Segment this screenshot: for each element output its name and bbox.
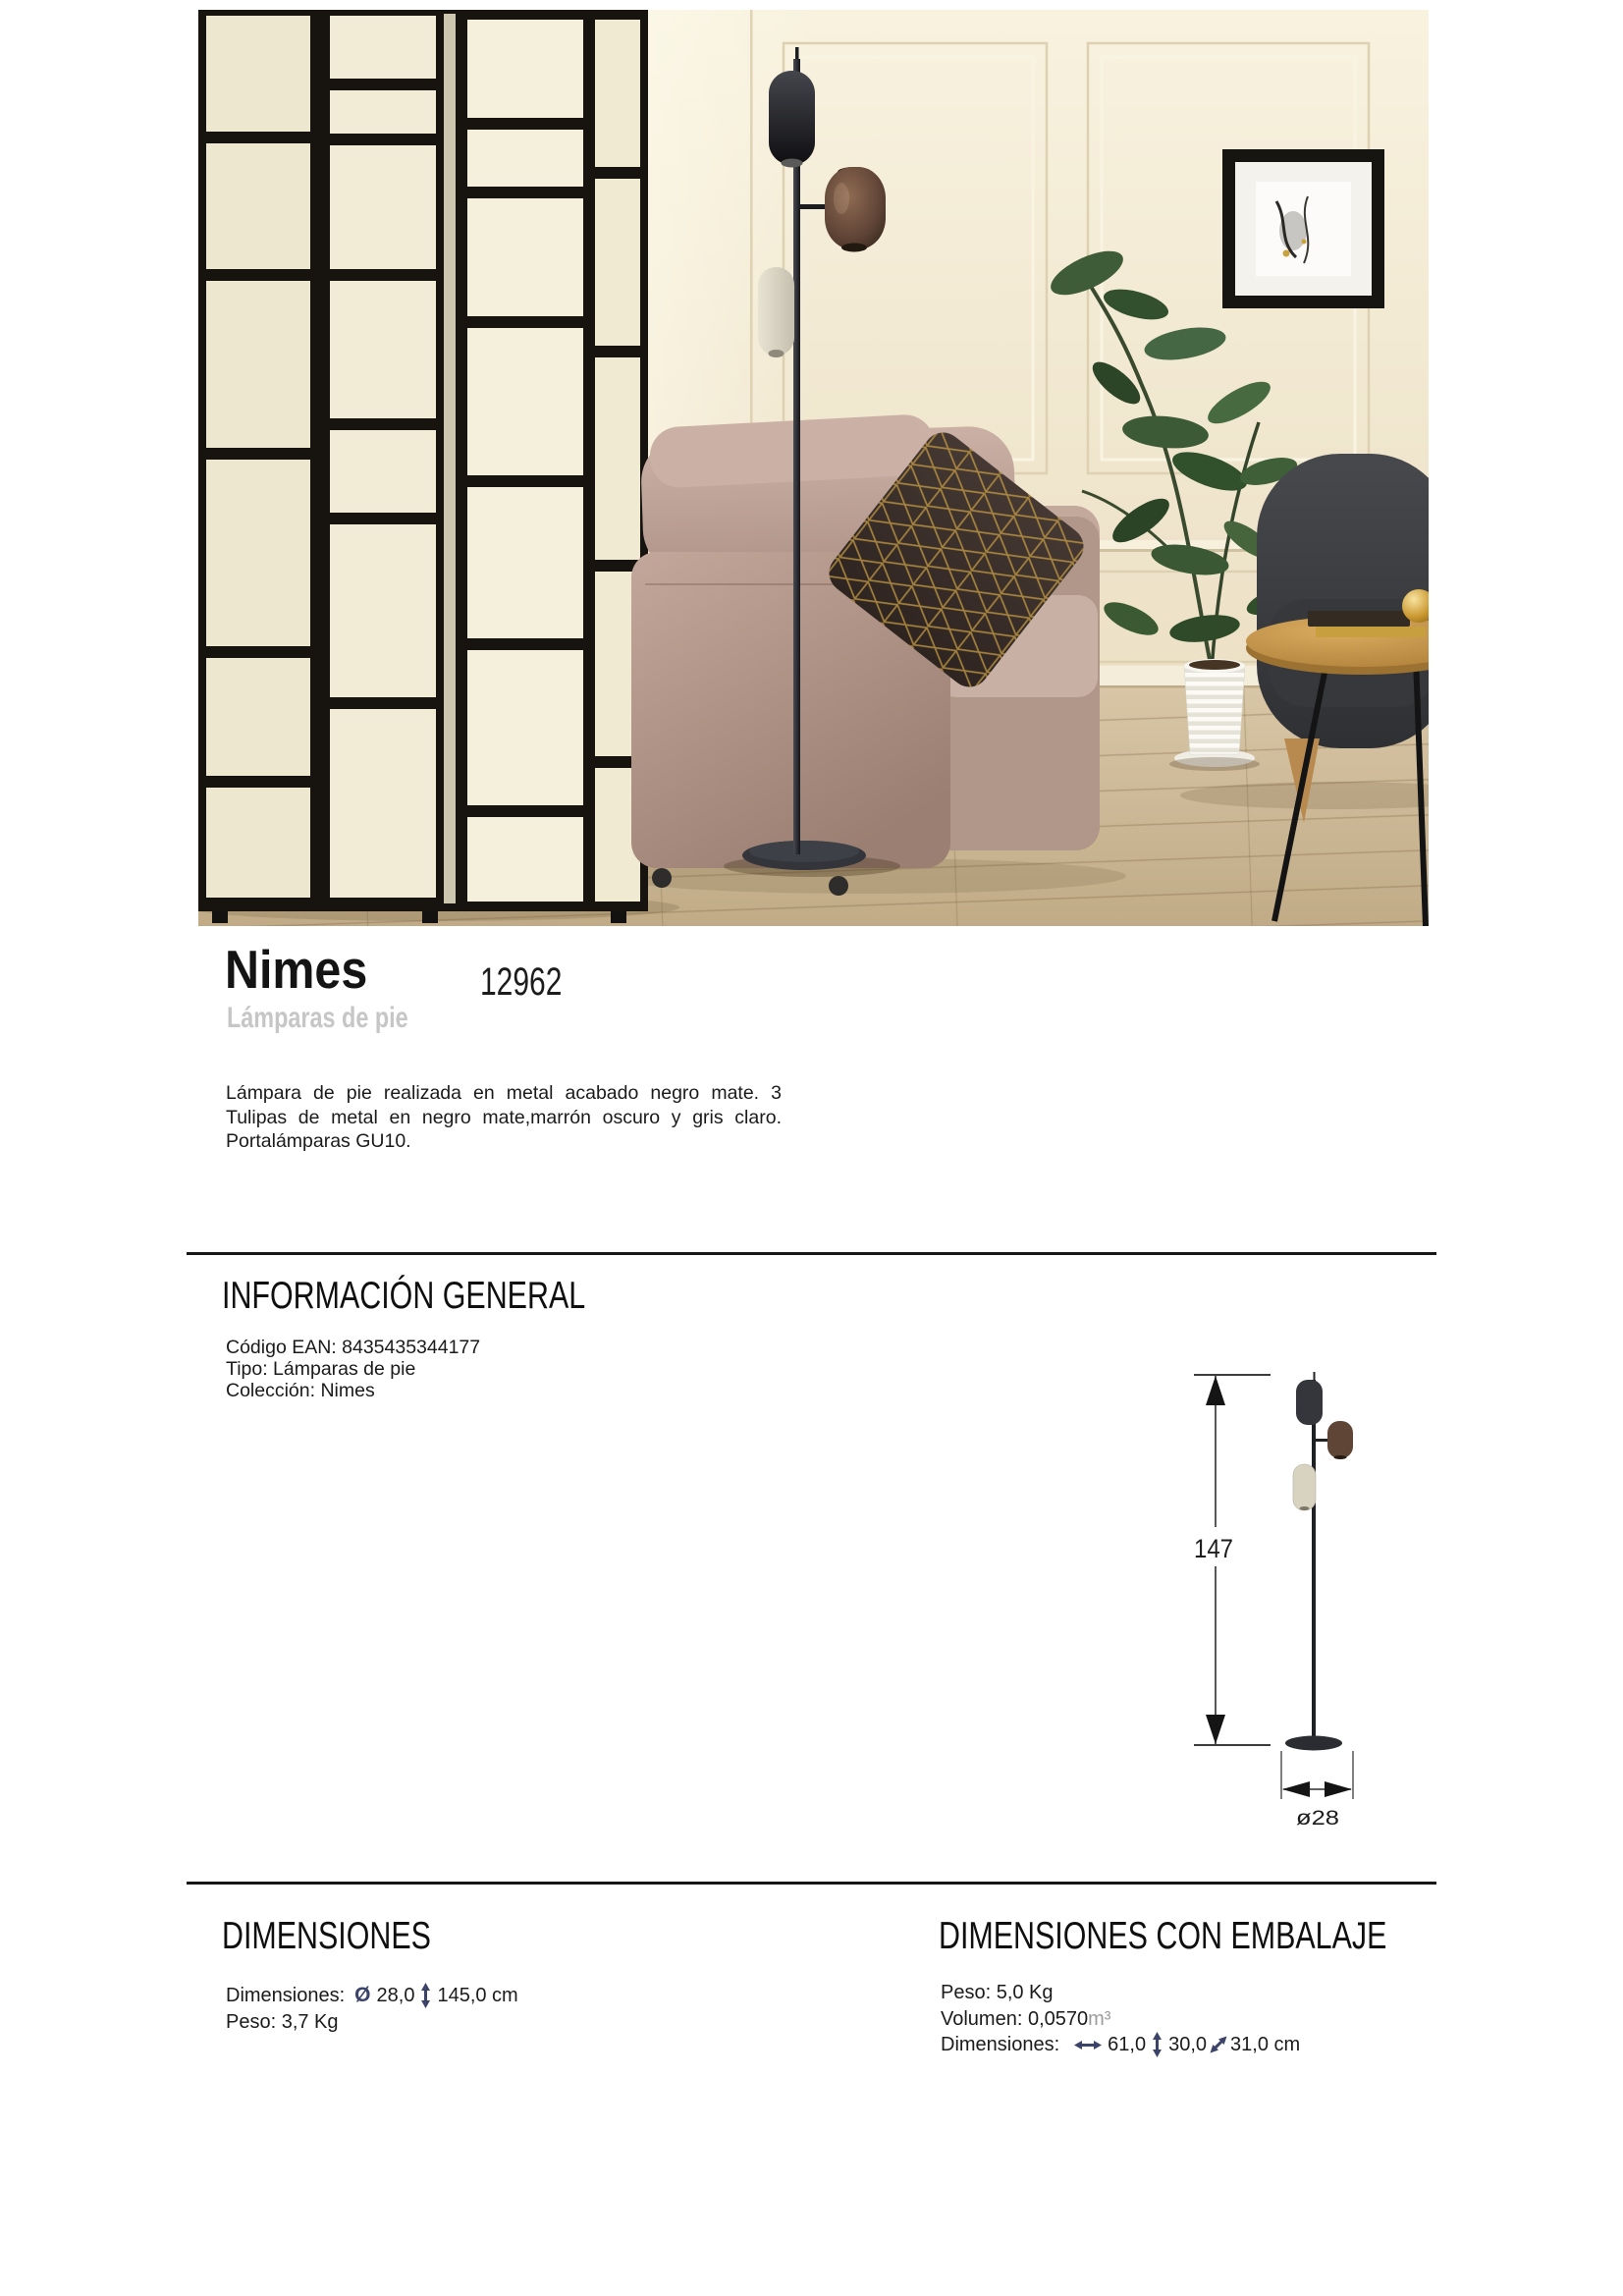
screen-pane bbox=[206, 658, 310, 776]
packaging-list bbox=[941, 1980, 1300, 2058]
section-title-general-info: INFORMACIÓN GENERAL bbox=[222, 1275, 586, 1317]
mini-shade-brown-rim-bottom bbox=[1334, 1455, 1347, 1459]
screen-foot bbox=[422, 911, 438, 923]
screen-pane bbox=[595, 179, 640, 346]
brown-shade-rim-bottom bbox=[841, 244, 867, 252]
mini-shade-cream bbox=[1293, 1464, 1316, 1510]
depth-arrow-icon bbox=[1208, 2034, 1229, 2055]
cream-shade-cap bbox=[769, 350, 784, 357]
arrow-right bbox=[1325, 1781, 1352, 1797]
height-arrow-icon bbox=[1151, 2031, 1163, 2058]
arrow-left bbox=[1282, 1781, 1310, 1797]
product-code: 12962 bbox=[480, 960, 563, 1004]
packaging-dimensions-label: Dimensiones: bbox=[941, 2034, 1060, 2055]
product-title: Nimes bbox=[225, 939, 368, 1000]
mini-shade-black bbox=[1296, 1380, 1323, 1425]
screen-pane bbox=[206, 16, 310, 132]
section-divider bbox=[187, 1882, 1436, 1885]
height-arrow-icon bbox=[419, 1982, 432, 2009]
screen-pane bbox=[206, 788, 310, 898]
mini-shade-cream-cap bbox=[1300, 1506, 1310, 1510]
screen-pane bbox=[330, 90, 436, 134]
dimension-diagram bbox=[1178, 1360, 1443, 1841]
diagram-height-label: 147 bbox=[1194, 1534, 1233, 1563]
weight-line: Peso: 3,7 Kg bbox=[226, 2010, 339, 2033]
arrow-up bbox=[1206, 1376, 1225, 1405]
product-description: Lámpara de pie realizada en metal acabado negro mate. 3 Tulipas de metal en negro mate,marrón oscuro y gris claro. Portalámparas GU10. bbox=[226, 1082, 782, 1153]
general-info-list bbox=[226, 1338, 480, 1401]
screen-foot bbox=[212, 911, 228, 923]
screen-foot bbox=[611, 911, 626, 923]
art-dot bbox=[1302, 240, 1307, 245]
art-blotch bbox=[1279, 211, 1307, 250]
screen-pane bbox=[206, 460, 310, 646]
lamp-shade-black bbox=[769, 71, 815, 165]
section-title-packaging: DIMENSIONES CON EMBALAJE bbox=[939, 1915, 1387, 1957]
mini-lamp-pole bbox=[1312, 1380, 1316, 1745]
diagram-drawing bbox=[1178, 1360, 1443, 1841]
product-category: Lámparas de pie bbox=[227, 1002, 408, 1034]
dimensions-label: Dimensiones: bbox=[226, 1985, 346, 2006]
diameter-icon: Ø bbox=[354, 1984, 371, 2006]
info-line-type: Tipo: Lámparas de pie bbox=[226, 1357, 416, 1380]
lamp-shade-cream bbox=[758, 267, 794, 355]
screen-pane bbox=[330, 145, 436, 269]
packaging-dimensions-line bbox=[941, 2032, 1300, 2058]
picture-frame bbox=[1222, 149, 1384, 308]
pot-shadow bbox=[1169, 757, 1260, 771]
packaging-height-value: 30,0 bbox=[1168, 2034, 1208, 2055]
caster-wheel bbox=[829, 876, 848, 896]
screen-pane bbox=[467, 817, 583, 902]
brown-shade-highlight bbox=[834, 183, 849, 214]
mini-shade-brown bbox=[1327, 1421, 1353, 1458]
screen-pane bbox=[467, 328, 583, 475]
room-photo-scene bbox=[198, 10, 1429, 926]
pot-body bbox=[1184, 666, 1245, 754]
lamp-bulb-opening bbox=[782, 159, 803, 168]
screen-panel-right bbox=[467, 20, 640, 902]
book bbox=[1308, 611, 1410, 627]
screen-pane bbox=[467, 198, 583, 316]
screen-pane bbox=[595, 357, 640, 560]
width-arrow-icon bbox=[1073, 2039, 1103, 2051]
height-value: 145,0 cm bbox=[437, 1985, 518, 2006]
pot-soil bbox=[1189, 660, 1240, 670]
screen-pane bbox=[595, 20, 640, 167]
screen-pane bbox=[206, 143, 310, 269]
packaging-volume-line bbox=[941, 2006, 1300, 2033]
arrow-down bbox=[1206, 1715, 1225, 1744]
screen-pane bbox=[330, 16, 436, 79]
lamp-pole bbox=[793, 59, 800, 854]
product-photo bbox=[198, 10, 1429, 926]
screen-pane bbox=[330, 709, 436, 898]
screen-pane bbox=[330, 430, 436, 513]
lamp-shade-brown bbox=[825, 167, 886, 249]
volume-label: Volumen: 0,0570 bbox=[941, 2007, 1089, 2030]
screen-pane bbox=[330, 524, 436, 697]
packaging-depth-value: 31,0 cm bbox=[1230, 2034, 1301, 2055]
screen-panel-mid bbox=[330, 16, 436, 898]
section-divider bbox=[187, 1252, 1436, 1255]
lamp-base-top bbox=[749, 841, 859, 862]
caster-wheel bbox=[652, 868, 672, 888]
screen-pane bbox=[206, 281, 310, 448]
screen-pane bbox=[467, 20, 583, 118]
volume-unit: m³ bbox=[1088, 2007, 1111, 2030]
lamp-arm bbox=[800, 204, 828, 209]
screen-hinge-light bbox=[444, 14, 456, 903]
info-line-ean: Código EAN: 8435435344177 bbox=[226, 1337, 481, 1358]
screen-pane bbox=[467, 130, 583, 187]
section-title-dimensions: DIMENSIONES bbox=[222, 1915, 431, 1957]
mini-lamp-base bbox=[1285, 1736, 1342, 1751]
packaging-width-value: 61,0 bbox=[1108, 2034, 1147, 2055]
diagram-diameter-label: ø28 bbox=[1296, 1807, 1339, 1830]
info-line-collection: Colección: Nimes bbox=[226, 1379, 375, 1401]
screen-pane bbox=[330, 281, 436, 418]
book bbox=[1316, 627, 1426, 637]
dimensions-line bbox=[226, 1983, 518, 2009]
diameter-value: 28,0 bbox=[376, 1985, 415, 2006]
screen-pane bbox=[467, 650, 583, 805]
packaging-weight-line: Peso: 5,0 Kg bbox=[941, 1982, 1054, 2003]
folding-screen bbox=[198, 10, 648, 923]
art-dot bbox=[1283, 250, 1290, 257]
screen-pane bbox=[467, 487, 583, 638]
dimensions-list bbox=[226, 1983, 518, 2035]
